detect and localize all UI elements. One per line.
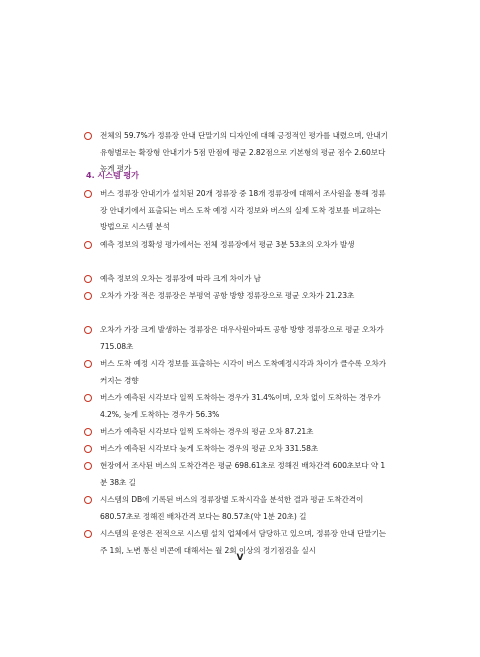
list-item [100,128,388,178]
circle-bullet-icon [84,190,92,198]
circle-bullet-icon [84,462,92,470]
list-item-text: 버스 정류장 안내기가 설치된 20개 정류장 중 18개 정류장에 대해서 조사원을 통해 정류장 안내기에서 표출되는 버스 도착 예정 시각 정보와 버스의 실제 도착 정보를 비교하는 방법으로 시스템 분석 [100,189,386,231]
list-item-text: 버스 도착 예정 시각 정보를 표출하는 시각이 버스 도착예정시각과 차이가 클수록 오차가 커지는 경향 [100,359,386,385]
list-item-text: 예측 정보의 오차는 정류장에 따라 크게 차이가 남 [100,274,261,283]
list-item-text: 버스가 예측된 시각보다 일찍 도착하는 경우가 31.4%이며, 오차 없이 도착하는 경우가 4.2%, 늦게 도착하는 경우가 56.3% [100,393,381,419]
list-item [100,237,388,254]
circle-bullet-icon [84,530,92,538]
list-item [100,322,388,355]
circle-bullet-icon [84,326,92,334]
list-item-text: 예측 정보의 정확성 평가에서는 전체 정류장에서 평균 3분 53초의 오차가 발생 [100,240,355,249]
list-item-text: 버스가 예측된 시각보다 일찍 도착하는 경우의 평균 오차 87.21초 [100,427,314,436]
list-item [100,288,388,305]
circle-bullet-icon [84,132,92,140]
list-item [100,186,388,236]
circle-bullet-icon [84,275,92,283]
circle-bullet-icon [84,428,92,436]
circle-bullet-icon [84,360,92,368]
page-number: V [236,553,244,563]
list-item-text: 버스가 예측된 시각보다 늦게 도착하는 경우의 평균 오차 331.58초 [100,444,319,453]
circle-bullet-icon [84,445,92,453]
list-item [100,458,388,491]
list-item-text: 전체의 59.7%가 정류장 안내 단말기의 디자인에 대해 긍정적인 평가를 내렸으며, 안내기 유형별로는 확장형 안내기가 5점 만점에 평균 2.82점으로 기본형의 평균 점수 2.60보다 높게 평가 [100,131,388,173]
list-item [100,390,388,423]
circle-bullet-icon [84,496,92,504]
list-item [100,356,388,389]
list-item-text: 오차가 가장 크게 발생하는 정류장은 대우사원아파트 공항 방향 정류장으로 평균 오차가 715.08초 [100,325,384,351]
list-item-text: 현장에서 조사된 버스의 도착간격은 평균 698.61초로 정해진 배차간격 600초보다 약 1분 38초 길 [100,461,386,487]
circle-bullet-icon [84,394,92,402]
list-item [100,271,388,288]
circle-bullet-icon [84,241,92,249]
circle-bullet-icon [84,292,92,300]
list-item [100,424,388,441]
list-item-text: 시스템의 운영은 전적으로 시스템 설치 업체에서 담당하고 있으며, 정류장 안내 단말기는 주 1회, 노변 통신 비콘에 대해서는 월 2회 이상의 정기점검을 실시 [100,529,386,555]
list-item-text: 시스템의 DB에 기록된 버스의 정류장별 도착시각을 분석한 결과 평균 도착간격이 680.57초로 정해진 배차간격 보다는 80.57초(약 1분 20초) 길 [100,495,364,521]
list-item [100,441,388,458]
section-heading: 4. 시스템 평가 [86,171,139,180]
list-item-text: 오차가 가장 적은 정류장은 부평역 공항 방향 정류장으로 평균 오차가 21.23초 [100,291,355,300]
list-item [100,492,388,525]
